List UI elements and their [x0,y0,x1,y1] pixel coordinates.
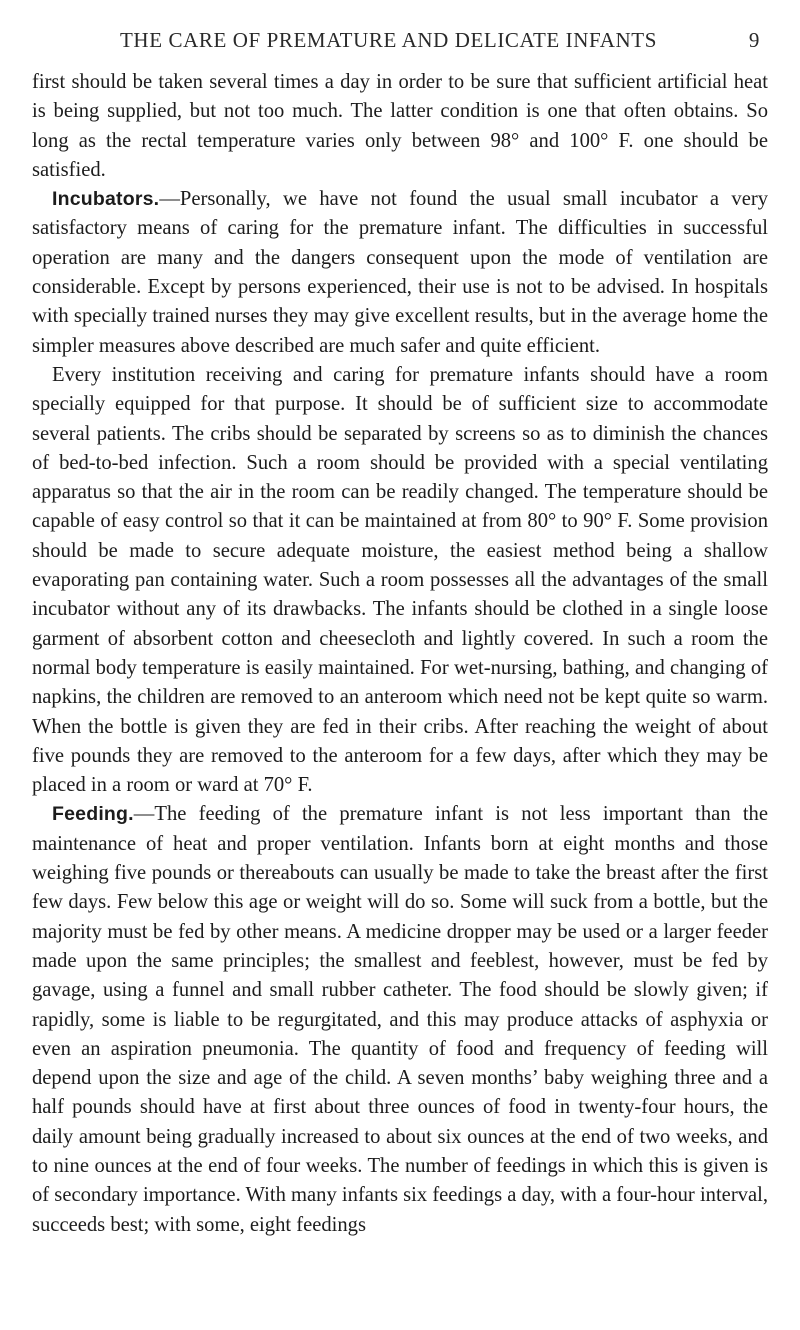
body-text [32,68,768,1240]
page-number: 9 [748,28,760,52]
paragraph-text: Every institution receiving and caring for premature infants should have a room specially equipped for that purpose. It should be of sufficient size to accommodate several patients. The cribs should be separated by screens so as to diminish the chances of bed-to-bed infection. Such a room should be provided with a special ventilating apparatus so that the air in the room can be readily changed. The temperature should be capable of easy control so that it can be maintained at from 80° to 90° F. Some provision should be made to secure adequate moisture, the easiest method being a shallow evaporating pan containing water. Such a room possesses all the advantages of the small incubator without any of its drawbacks. The infants should be clothed in a single loose garment of absorbent cotton and cheesecloth and lightly covered. In such a room the normal body temperature is easily maintained. For wet-nursing, bathing, and changing of napkins, the children are removed to an anteroom which need not be kept quite so warm. When the bottle is given they are fed in their cribs. After reaching the weight of about five pounds they are removed to the anteroom for a few days, after which they may be placed in a room or ward at 70° F. [32,363,768,797]
paragraph-text: —Personally, we have not found the usual small incubator a very satisfactory means of caring for the premature infant. The difficulties in successful operation are many and the dangers consequent upon the mode of ventilation are considerable. Except by persons experienced, their use is not to be advised. In hospitals with specially trained nurses they may give excellent results, but in the average home the simpler measures above described are much safer and quite efficient. [32,188,768,357]
paragraph-feeding [32,800,768,1239]
paragraph-continued [32,68,768,185]
paragraph-institution-room [32,361,768,800]
paragraph-incubators [32,185,768,361]
paragraph-text: first should be taken several times a day in order to be sure that sufficient artificial heat is being supplied, but not too much. The latter condition is one that often obtains. So long as the rectal temperature varies only between 98° and 100° F. one should be satisfied. [32,71,768,181]
running-head-title: THE CARE OF PREMATURE AND DELICATE INFANTS [120,28,657,52]
running-head [32,28,768,58]
paragraph-text: —The feeding of the premature infant is not less important than the maintenance of heat and proper ventilation. Infants born at eight months and those weighing five pounds or thereabouts can usually be made to take the breast after the first few days. Few below this age or weight will do so. Some will suck from a bottle, but the majority must be fed by other means. A medicine dropper may be used or a larger feeder made upon the same principles; the smallest and feeblest, however, must be fed by gavage, using a funnel and small rubber catheter. The food should be slowly given; if rapidly, some is liable to be regurgitated, and this may produce attacks of asphyxia or even an aspiration pneumonia. The quantity of food and frequency of feeding will depend upon the size and age of the child. A seven months’ baby weighing three and a half pounds should have at first about three ounces of food in twenty-four hours, the daily amount being gradually increased to about six ounces at the end of two weeks, and to nine ounces at the end of four weeks. The number of feedings in which this is given is of secondary importance. With many infants six feedings a day, with a four-hour interval, succeeds best; with some, eight feedings [32,803,768,1236]
section-heading-feeding: Feeding. [52,803,134,826]
section-heading-incubators: Incubators. [52,188,160,211]
